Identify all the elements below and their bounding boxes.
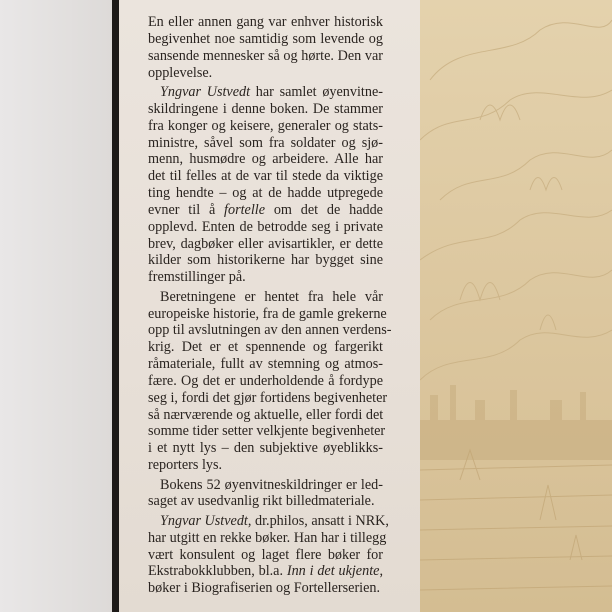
- text-line: [148, 423, 386, 440]
- text-line: [148, 236, 383, 253]
- text-line: [148, 84, 383, 101]
- text-line: [148, 322, 392, 339]
- background-left: [0, 0, 112, 612]
- text-segment: har utgitt en rekke bøker. Han har i tillegg: [148, 529, 387, 546]
- text-line: [148, 529, 387, 547]
- text-segment: krig. Det er et spennende og fargerikt: [148, 339, 383, 356]
- text-segment: opplevd. Enten de betrodde seg i private: [148, 218, 383, 235]
- text-line: [148, 202, 383, 219]
- text-segment: vært konsulent og laget flere bøker for: [148, 546, 383, 563]
- text-segment: ,: [379, 563, 383, 580]
- text-segment: det til felles at de var til stede da viktige: [148, 168, 383, 185]
- text-segment: om det de hadde: [265, 201, 383, 218]
- paragraph: [148, 14, 383, 81]
- italic-text: Yngvar Ustvedt: [160, 83, 251, 100]
- text-segment: har samlet øyenvitne-: [250, 83, 383, 100]
- text-line: [148, 185, 383, 202]
- text-segment: reporters lys.: [148, 457, 223, 474]
- text-segment: begivenhet noe samtidig som levende og: [148, 30, 383, 47]
- italic-text: Inn i det ukjente: [286, 563, 380, 580]
- text-segment: Ekstrabokklubben, bl.a.: [148, 563, 287, 580]
- text-segment: somme tider setter velkjente begivenheter: [148, 423, 386, 440]
- text-line: [148, 118, 383, 135]
- text-line: [148, 493, 383, 510]
- text-segment: Bokens 52 øyenvitneskildringer er led-: [160, 476, 383, 493]
- text-segment: opp til avslutningen av den annen verdens-: [148, 322, 392, 339]
- text-line: [148, 512, 389, 530]
- text-segment: fremstillinger på.: [148, 269, 246, 286]
- text-segment: bøker i Biografiserien og Fortellerserien.: [148, 580, 381, 597]
- text-line: [148, 31, 383, 48]
- city-fire-engraving: [420, 0, 612, 612]
- text-line: [148, 14, 383, 31]
- text-segment: seg i, fordi det gjør fortidens begivenheter: [148, 389, 388, 406]
- italic-text: Yngvar Ustvedt: [160, 512, 248, 529]
- text-segment: ministre, såvel som fra soldater og sjø-: [148, 134, 383, 151]
- text-line: [148, 373, 383, 390]
- text-segment: opplevelse.: [148, 64, 213, 81]
- text-line: [148, 580, 383, 597]
- text-segment: menn, husmødre og arbeidere. Alle har: [148, 151, 383, 168]
- text-segment: fære. Og det er underholdende å fordype: [148, 372, 383, 389]
- text-line: [148, 440, 383, 457]
- text-segment: ting hendte – og at de hadde utpregede: [148, 185, 383, 202]
- text-line: [148, 168, 383, 185]
- cover-engraving-illustration: [420, 0, 612, 612]
- text-segment: Beretningene er hentet fra hele vår: [160, 288, 383, 305]
- text-line: [148, 151, 383, 168]
- text-segment: sansende mennesker så og hørte. Den var: [148, 47, 383, 64]
- text-line: [148, 289, 383, 306]
- text-line: [148, 252, 383, 269]
- text-line: [148, 457, 383, 474]
- text-segment: En eller annen gang var enhver historisk: [148, 14, 383, 30]
- text-line: [148, 135, 383, 152]
- italic-text: fortelle: [224, 201, 266, 218]
- text-line: [148, 65, 383, 82]
- text-line: [148, 356, 383, 373]
- text-segment: i et nytt lys – den subjektive øyeblikks-: [148, 440, 383, 457]
- text-line: [148, 269, 383, 286]
- text-segment: , dr.philos, ansatt i NRK,: [247, 512, 389, 529]
- paragraph: [148, 512, 389, 597]
- text-line: [148, 339, 383, 356]
- book-spine-edge: [112, 0, 119, 612]
- paragraph: [148, 84, 383, 286]
- text-line: [148, 563, 383, 580]
- text-segment: brev, dagbøker eller avisartikler, er dette: [148, 235, 383, 252]
- text-line: [148, 219, 383, 236]
- text-segment: evner til å: [148, 201, 225, 218]
- text-line: [148, 407, 383, 424]
- text-line: [148, 48, 383, 65]
- text-segment: så nærværende og aktuelle, eller fordi det: [148, 406, 384, 423]
- paragraph: [148, 477, 383, 511]
- flap-description-text: [148, 14, 392, 597]
- text-line: [148, 305, 387, 323]
- text-segment: råmateriale, fullt av stemning og atmos-: [148, 356, 383, 373]
- text-line: [148, 477, 383, 494]
- text-segment: kilder som historikerne har bygget sine: [148, 252, 383, 269]
- text-segment: fra konger og keisere, generaler og stats-: [148, 117, 383, 134]
- text-line: [148, 547, 383, 564]
- text-line: [148, 389, 388, 407]
- text-segment: skildringene i denne boken. De stammer: [148, 100, 383, 117]
- text-line: [148, 101, 383, 118]
- text-segment: saget av usedvanlig rikt billedmateriale.: [148, 493, 375, 510]
- text-segment: europeiske historie, fra de gamle grekerne: [148, 305, 387, 322]
- paragraph: [148, 288, 392, 474]
